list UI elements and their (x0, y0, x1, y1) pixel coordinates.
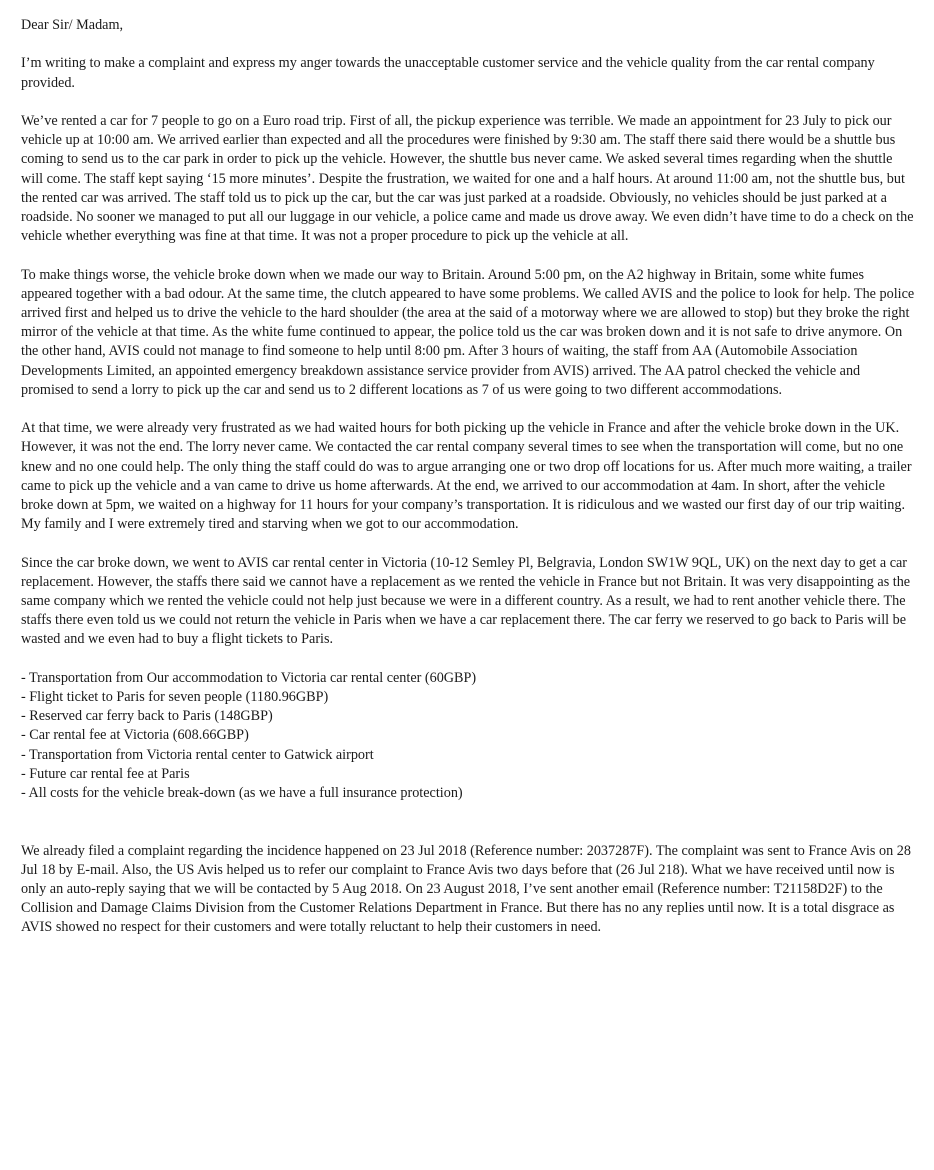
cost-item: - Future car rental fee at Paris (21, 765, 916, 784)
closing-paragraph: We already filed a complaint regarding the incidence happened on 23 Jul 2018 (Reference number: 2037287F). The complaint was sent to France Avis on 28 Jul 18 by E-mail. Also, the US Avis helped us to refer our complaint to France Avis two days before that (26 Jul 218). What we have received until now is only an auto-reply saying that we will be contacted by 5 Aug 2018. On 23 August 2018, I’ve sent another email (Reference number: T21158D2F) to the Collision and Damage Claims Division from the Customer Relations Department in France. But there has no any replies until now. It is a total disgrace as AVIS showed no respect for their customers and were totally reluctant to help their customers in need. (21, 842, 911, 936)
cost-item: - Reserved car ferry back to Paris (148GBP) (21, 707, 916, 726)
salutation: Dear Sir/ Madam, (21, 17, 124, 33)
cost-item: - Flight ticket to Paris for seven people (1180.96GBP) (21, 688, 916, 707)
cost-list (21, 669, 916, 803)
cost-item: - Transportation from Our accommodation to Victoria car rental center (60GBP) (21, 669, 916, 688)
complaint-letter (21, 16, 916, 957)
replacement-paragraph: Since the car broke down, we went to AVIS car rental center in Victoria (10-12 Semley Pl, Belgravia, London SW1W 9QL, UK) on the next day to get a car replacement. However, the staffs there said we cannot have a replacement as we rented the vehicle in France but not Britain. It was very disappointing as the same company which we rented the vehicle could not help just because we were in a different country. As a result, we had to rent another vehicle there. The staffs there even told us we could not return the vehicle in Paris when we have a car replacement there. The car ferry we reserved to go back to Paris will be wasted and we even had to buy a flight tickets to Paris. (21, 554, 911, 648)
cost-item: - All costs for the vehicle break-down (as we have a full insurance protection) (21, 784, 916, 803)
cost-item: - Transportation from Victoria rental center to Gatwick airport (21, 746, 916, 765)
cost-item: - Car rental fee at Victoria (608.66GBP) (21, 726, 916, 745)
breakdown-paragraph: To make things worse, the vehicle broke down when we made our way to Britain. Around 5:00 pm, on the A2 highway in Britain, some white fumes appeared together with a bad odour. At the same time, the clutch appeared to have some problems. We called AVIS and the police to look for help. The police arrived first and helped us to drive the vehicle to the hard shoulder (the area at the said of a motorway where we are allowed to stop) but they broke the right mirror of the vehicle at that time. As the white fume continued to appear, the police told us the car was broken down and it is not safe to drive anymore. On the other hand, AVIS could not manage to find someone to help until 8:00 pm. After 3 hours of waiting, the staff from AA (Automobile Association Developments Limited, an appointed emergency breakdown assistance service provider from AVIS) arrived. The AA patrol checked the vehicle and promised to send a lorry to pick up the car and send us to 2 different locations as 7 of us were going to two different accommodations. (21, 266, 915, 398)
intro-paragraph: I’m writing to make a complaint and express my anger towards the unacceptable customer service and the vehicle quality from the car rental company provided. (21, 55, 875, 91)
waiting-paragraph: At that time, we were already very frustrated as we had waited hours for both picking up the vehicle in France and after the vehicle broke down in the UK. However, it was not the end. The lorry never came. We contacted the car rental company several times to see when the transportation will come, but no one knew and no one could help. The only thing the staff could do was to argue arranging one or two drop off locations for us. After much more waiting, a trailer came to pick up the vehicle and a van came to drive us home afterwards. At the end, we arrived to our accommodation at 4am. In short, after the vehicle broke down at 5pm, we waited on a highway for 11 hours for your company’s transportation. It is ridiculous and we wasted our first day of our trip waiting. My family and I were extremely tired and starving when we got to our accommodation. (21, 420, 912, 533)
pickup-paragraph: We’ve rented a car for 7 people to go on a Euro road trip. First of all, the pickup experience was terrible. We made an appointment for 23 July to pick our vehicle up at 10:00 am. We arrived earlier than expected and all the procedures were finished by 9:30 am. The staff there said there would be a shuttle bus coming to send us to the car park in order to pick up the vehicle. However, the shuttle bus never came. We asked several times regarding when the shuttle will come. The staff kept saying ‘15 more minutes’. Despite the frustration, we waited for one and a half hours. At around 11:00 am, not the shuttle bus, but the rented car was arrived. The staff told us to pick up the car, but the car was just parked at a roadside. Obviously, no vehicles should be just parked at a roadside. No sooner we managed to put all our luggage in our vehicle, a police came and made us drove away. We even didn’t have time to do a check on the vehicle whether everything was fine at that time. It was not a proper procedure to pick up the vehicle at all. (21, 112, 914, 245)
